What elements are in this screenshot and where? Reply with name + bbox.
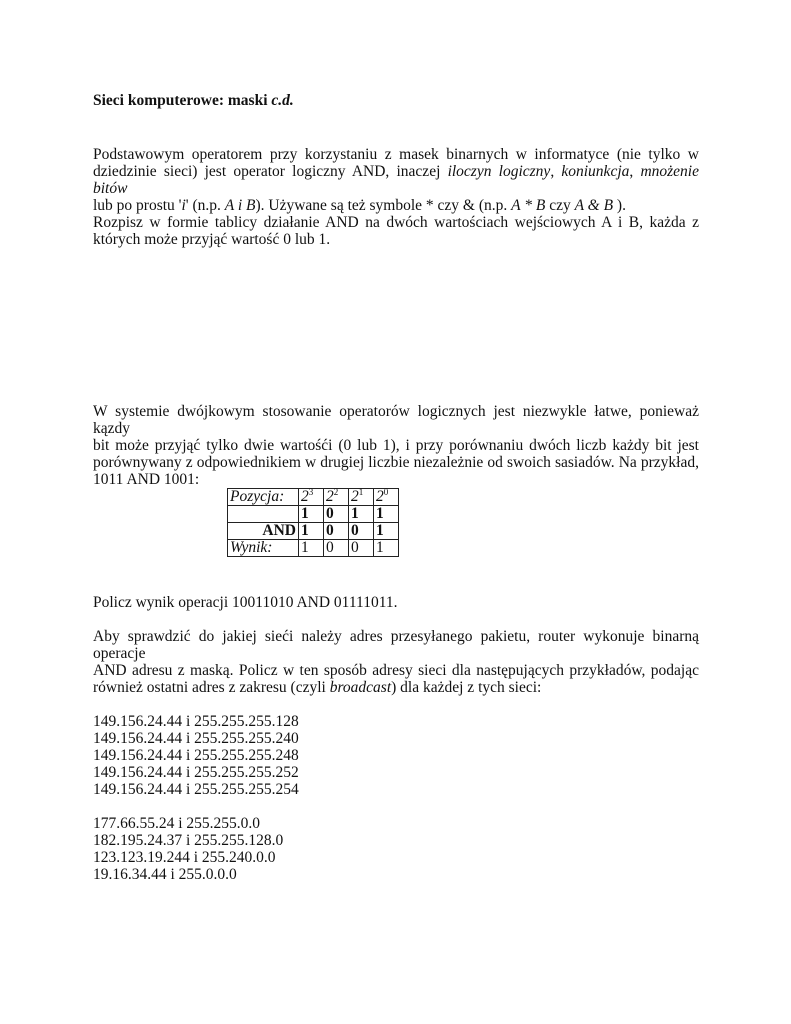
table-cell-bit: 1 [374,523,399,540]
list-item: 19.16.34.44 i 255.0.0.0 [93,866,237,883]
table-cell-label [228,506,299,523]
list-item: 149.156.24.44 i 255.255.255.254 [93,781,299,798]
table-cell-bit: 1 [299,523,324,540]
table-cell-power [299,486,324,506]
power-base: 2 [301,488,309,505]
table-cell-bit: 1 [299,506,324,523]
table-cell-header-label [228,489,299,506]
table-cell-result-bit: 1 [374,540,399,557]
power-base: 2 [326,488,334,505]
text-line [93,163,699,197]
power-exponent: 0 [383,486,389,497]
address-list-1 [93,713,299,798]
table-cell-bit: 1 [374,506,399,523]
text-span: lub po prostu ' [93,197,182,214]
table-cell-power [324,486,349,506]
table-cell-bit: 0 [349,523,374,540]
table-cell-bit: 0 [324,506,349,523]
table-cell-bit: 0 [324,523,349,540]
text-line: 1011 AND 1001: [93,471,200,488]
list-item: 149.156.24.44 i 255.255.255.252 [93,764,299,781]
address-list-2 [93,815,283,883]
text-line: Policz wynik operacji 10011010 AND 01111011. [93,594,398,611]
text-line: których może przyjąć wartość 0 lub 1. [93,231,331,248]
text-italic: mnożenie bitów [93,163,699,197]
power-exponent: 3 [308,486,314,497]
table-row [228,523,399,540]
text-italic: i [181,197,186,214]
text-italic: broadcast [329,679,392,696]
text-line: W systemie dwójkowym stosowanie operatorów logicznych jest niezwykle łatwe, ponieważ kązdy [93,403,699,437]
text-span: ). [613,197,626,214]
title-suffix: c.d. [271,92,294,109]
text-span: czy [545,197,575,214]
text-span: również ostatni adres z zakresu (czyli [93,679,330,696]
list-item: 149.156.24.44 i 255.255.255.248 [93,747,299,764]
table-cell-result-bit: 0 [349,540,374,557]
text-line: bit może przyjąć tylko dwie wartośći (0 lub 1), i przy porównaniu dwóch liczb każdy bit jest [93,437,699,454]
title-main: Sieci komputerowe: maski [93,92,272,109]
text-span: dziedzinie sieci) jest operator logiczny AND, inaczej [93,163,448,180]
result-label-text: Wynik: [230,539,273,556]
list-item: 123.123.19.244 i 255.240.0.0 [93,849,276,866]
text-line: Rozpisz w formie tablicy działanie AND na dwóch wartościach wejściowych A i B, każda z [93,214,699,231]
text-span: ' (n.p. [185,197,225,214]
list-item: 149.156.24.44 i 255.255.255.128 [93,713,299,730]
header-label-text: Pozycja: [230,488,285,505]
table-cell-result-label [228,540,299,557]
table-cell-label: AND [228,523,299,540]
text-span: , [629,163,641,180]
text-line: Aby sprawdzić do jakiej sieći należy adres przesyłanego pakietu, router wykonuje binarną operacje [93,628,699,662]
list-item: 149.156.24.44 i 255.255.255.240 [93,730,299,747]
power-base: 2 [376,488,384,505]
text-italic: A * B [511,197,546,214]
text-italic: koniunkcja [561,163,630,180]
power-exponent: 1 [358,486,364,497]
text-italic: A i B [224,197,256,214]
text-line: AND adresu z maską. Policz w ten sposób adresy sieci dla następujących przykładów, podając [93,662,699,679]
text-span: ). Używane są też symbole * czy & (n.p. [255,197,512,214]
paragraph-task-and-table [93,214,699,248]
table-row [228,540,399,557]
text-italic: A & B [574,197,614,214]
text-line [93,679,699,696]
text-italic: iloczyn logiczny [447,163,551,180]
paragraph-router-task [93,628,699,696]
text-span: , [550,163,562,180]
table-cell-power [374,486,399,506]
table-row [228,506,399,523]
text-line [93,197,699,214]
text-span: ) dla każdej z tych sieci: [391,679,542,696]
page-title [93,92,294,109]
text-line: Podstawowym operatorem przy korzystaniu z masek binarnych w informatyce (nie tylko w [93,146,699,163]
and-example-table [227,488,399,557]
table-cell-result-bit: 0 [324,540,349,557]
table-cell-bit: 1 [349,506,374,523]
table-cell-result-bit: 1 [299,540,324,557]
power-exponent: 2 [333,486,339,497]
list-item: 177.66.55.24 i 255.255.0.0 [93,815,261,832]
paragraph-binary-explanation [93,403,699,488]
paragraph-exercise [93,594,699,611]
power-base: 2 [351,488,359,505]
list-item: 182.195.24.37 i 255.255.128.0 [93,832,284,849]
text-line: porównywany z odpowiednikiem w drugiej liczbie niezależnie od swoich sasiadów. Na przykład, [93,454,699,471]
table-cell-power [349,486,374,506]
table-row [228,489,399,506]
paragraph-intro [93,146,699,214]
